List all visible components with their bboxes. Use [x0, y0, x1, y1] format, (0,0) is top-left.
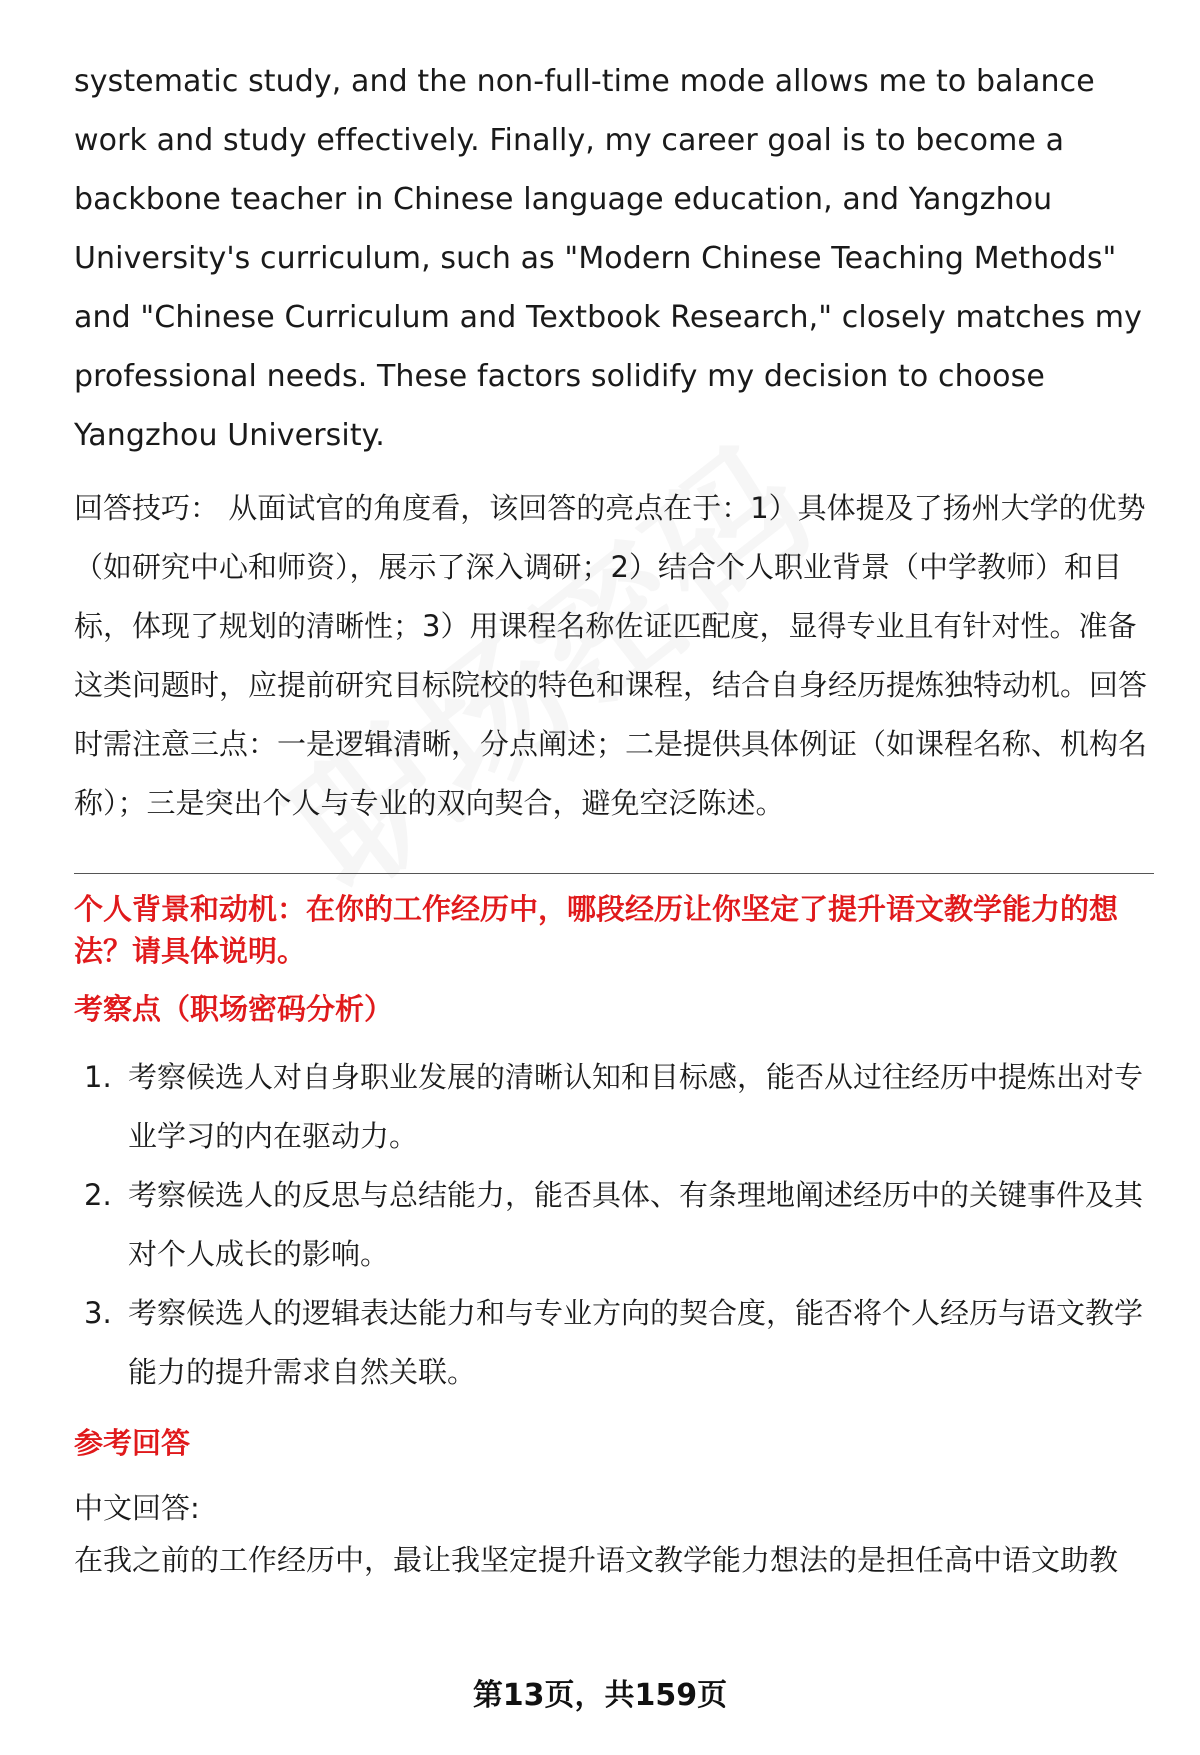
question-heading: 个人背景和动机：在你的工作经历中，哪段经历让你坚定了提升语文教学能力的想法？请具体说明。: [74, 892, 1119, 968]
page-footer: 第13页，共159页: [472, 1678, 728, 1713]
section-divider: [74, 873, 1154, 874]
chinese-answer-text: 在我之前的工作经历中，最让我坚定提升语文教学能力想法的是担任高中语文助教: [74, 1543, 1119, 1577]
list-item-number: 1.: [84, 1060, 112, 1094]
list-item-number: 3.: [84, 1296, 112, 1330]
list-item-text: 考察候选人的逻辑表达能力和与专业方向的契合度，能否将个人经历与语文教学能力的提升需求自然关联。: [128, 1296, 1144, 1389]
list-item: [74, 1284, 1154, 1402]
answer-tips-paragraph: 回答技巧： 从面试官的角度看，该回答的亮点在于：1）具体提及了扬州大学的优势（如研究中心和师资），展示了深入调研；2）结合个人职业背景（中学教师）和目标，体现了规划的清晰性；3）用课程名称佐证匹配度，显得专业且有针对性。准备这类问题时，应提前研究目标院校的特色和课程，结合自身经历提炼独特动机。回答时需注意三点：一是逻辑清晰，分点阐述；二是提供具体例证（如课程名称、机构名称）；三是突出个人与专业的双向契合，避免空泛陈述。: [74, 491, 1148, 820]
list-item-number: 2.: [84, 1178, 112, 1212]
exam-points-list: [74, 1048, 1154, 1402]
document-page: [74, 52, 1154, 1584]
exam-points-heading: 考察点（职场密码分析）: [74, 992, 394, 1026]
chinese-answer-label: 中文回答:: [74, 1491, 200, 1525]
list-item: [74, 1048, 1154, 1166]
list-item: [74, 1166, 1154, 1284]
list-item-text: 考察候选人对自身职业发展的清晰认知和目标感，能否从过往经历中提炼出对专业学习的内在驱动力。: [128, 1060, 1144, 1153]
reference-answer-heading: 参考回答: [74, 1426, 191, 1460]
list-item-text: 考察候选人的反思与总结能力，能否具体、有条理地阐述经历中的关键事件及其对个人成长的影响。: [128, 1178, 1144, 1271]
english-answer-paragraph: systematic study, and the non-full-time mode allows me to balance work and study effectively. Finally, my career goal is to become a backbone teacher in Chinese language education, and Yangzhou University's curriculum, such as "Modern Chinese Teaching Methods" and "Chinese Curriculum and Textbook Research," closely matches my professional needs. These factors solidify my decision to choose Yangzhou University.: [74, 64, 1142, 453]
